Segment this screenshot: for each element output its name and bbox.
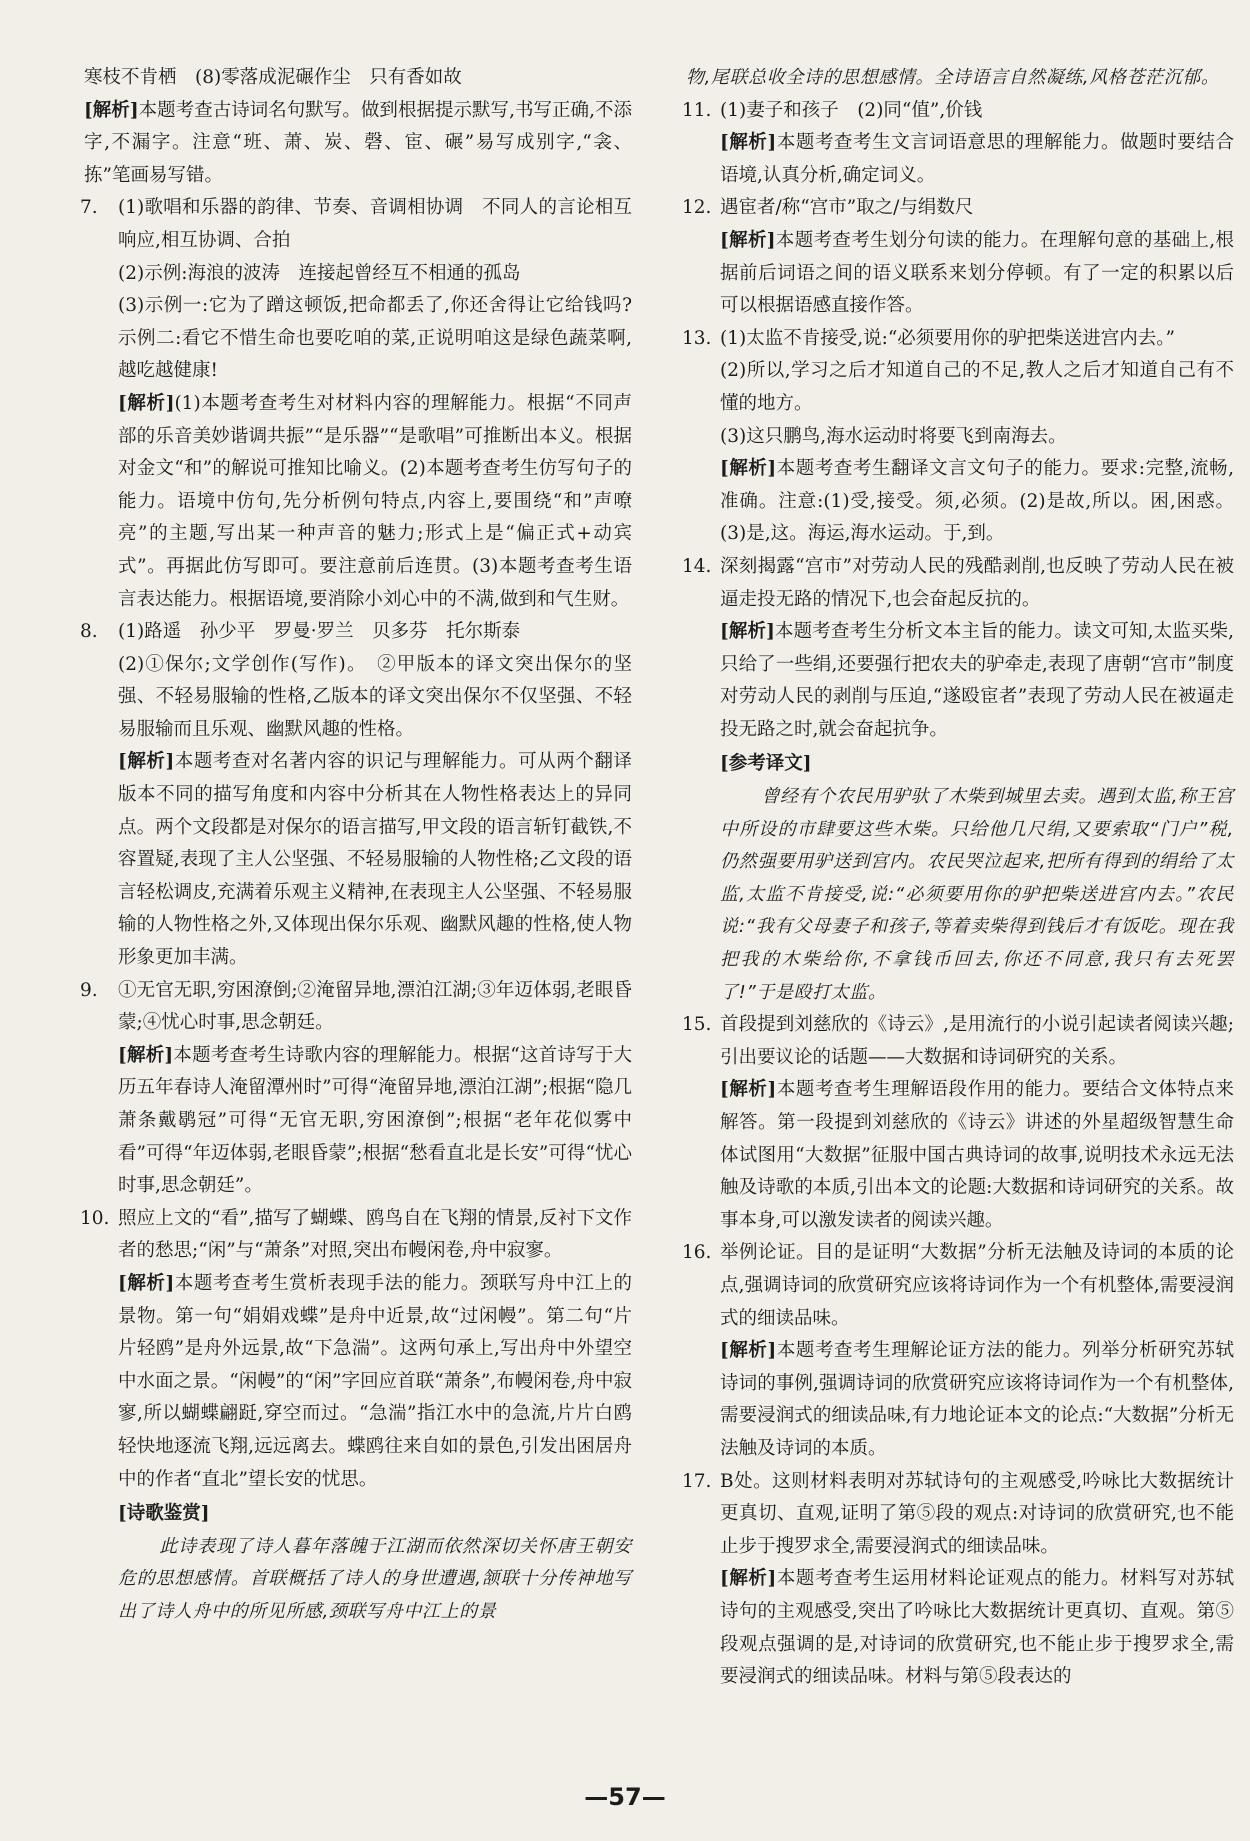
answer-12: 遇宦者/称“宫市”取之/与绢数尺 [720,197,974,219]
answer-15: 首段提到刘慈欣的《诗云》,是用流行的小说引起读者阅读兴趣;引出要议论的话题——大数据和诗词研究的关系。 [720,1014,1234,1068]
answer-17: B处。这则材料表明对苏轼诗句的主观感受,吟咏比大数据统计更真切、直观,证明了第⑤段的观点:对诗词的欣赏研究,也不能止步于搜罗求全,需要浸润式的细读品味。 [720,1470,1234,1557]
answer-7-1: (1)歌唱和乐器的韵律、节奏、音调相协调 不同人的言论相互响应,相互协调、合拍 [118,197,632,251]
answer-8-2: (2)①保尔;文学创作(写作)。 ②甲版本的译文突出保尔的坚强、不轻易服输的性格,乙版本的译文突出保尔不仅坚强、不轻易服输而且乐观、幽默风趣的性格。 [118,653,632,740]
analysis-17: [解析]本题考查考生运用材料论证观点的能力。材料写对苏轼诗句的主观感受,突出了吟咏比大数据统计更真切、直观。第⑤段观点强调的是,对诗词的欣赏研究,也不能止步于搜罗求全,需要浸润式的细读品味。材料与第⑤段表达的 [720,1568,1234,1688]
analysis-12: [解析]本题考查考生划分句读的能力。在理解句意的基础上,根据前后词语之间的语义联系来划分停顿。有了一定的积累以后可以根据语感直接作答。 [720,229,1234,317]
question-8: 8. (1)路遥 孙少平 罗曼·罗兰 贝多芬 托尔斯泰 (2)①保尔;文学创作(写作)。 ②甲版本的译文突出保尔的坚强、不轻易服输的性格,乙版本的译文突出保尔不仅坚强、不轻易服输而且乐观、幽默风趣的性格。 [解析]本题考查对名著内容的识记与理解能力。可从两个翻译版本不同的描写角度和内容中分析其在人物性格表达上的异同点。两个文段都是对保尔的语言描写,甲文段的语言斩钉截铁,不容置疑,表现了主人公坚强、不轻易服输的人物性格;乙文段的语言轻松调皮,充满着乐观主义精神,在表现主人公坚强、不轻易服输的人物性格之外,又体现出保尔乐观、幽默风趣的性格,使人物形象更加丰满。 [84,616,632,975]
analysis-8: [解析]本题考查对名著内容的识记与理解能力。可从两个翻译版本不同的描写角度和内容中分析其在人物性格表达上的异同点。两个文段都是对保尔的语言描写,甲文段的语言斩钉截铁,不容置疑,表现了主人公坚强、不轻易服输的人物性格;乙文段的语言轻松调皮,充满着乐观主义精神,在表现主人公坚强、不轻易服输的人物性格之外,又体现出保尔乐观、幽默风趣的性格,使人物形象更加丰满。 [118,751,632,969]
analysis-9: [解析]本题考查考生诗歌内容的理解能力。根据“这首诗写于大历五年春诗人淹留潭州时”可得“淹留异地,漂泊江湖”;根据“隐几萧条戴鹖冠”可得“无官无职,穷困潦倒”;根据“老年花似雾中看”可得“年迈体弱,老眼昏蒙”;根据“愁看直北是长安”可得“忧心时事,思念朝廷”。 [118,1044,632,1197]
analysis-10: [解析]本题考查考生赏析表现手法的能力。颈联写舟中江上的景物。第一句“娟娟戏蝶”是舟中近景,故“过闲幔”。第二句“片片轻鸥”是舟外远景,故“下急湍”。这两句承上,写出舟中外望空中水面之景。“闲幔”的“闲”字回应首联“萧条”,布幔闲卷,舟中寂寥,所以蝴蝶翩跹,穿空而过。“急湍”指江水中的急流,片片白鸥轻快地逐流飞翔,远远离去。蝶鸥往来自如的景色,引发出困居舟中的作者“直北”望长安的忧思。 [118,1272,632,1490]
analysis-11: [解析]本题考查考生文言词语意思的理解能力。做题时要结合语境,认真分析,确定词义。 [720,132,1234,186]
reference-translation-text: 曾经有个农民用驴驮了木柴到城里去卖。遇到太监,称王宫中所设的市肆要这些木柴。只给他几尺绢,又要索取“门户”税,仍然强要用驴送到宫内。农民哭泣起来,把所有得到的绢给了太监,太监不肯接受,说:“必须要用你的驴把柴送进宫内去。”农民说:“我有父母妻子和孩子,等着卖柴得到钱后才有饭吃。现在我把我的木柴给你,不拿钱币回去,你还不同意,我只有去死罢了!”于是殴打太监。 [720,786,1234,1003]
poem-appreciation-continued: 物,尾联总收全诗的思想感情。全诗语言自然凝练,风格苍茫沉郁。 [686,67,1220,88]
answer-9: ①无官无职,穷困潦倒;②淹留异地,漂泊江湖;③年迈体弱,老眼昏蒙;④忧心时事,思念朝廷。 [118,979,632,1034]
question-13: 13. (1)太监不肯接受,说:“必须要用你的驴把柴送进宫内去。” (2)所以,学习之后才知道自己的不足,教人之后才知道自己有不懂的地方。 (3)这只鹏鸟,海水运动时将要飞到南海去。 [解析]本题考查考生翻译文言文句子的能力。要求:完整,流畅,准确。注意:(1)受,接受。须,必须。(2)是故,所以。困,困惑。(3)是,这。海运,海水运动。于,到。 [686,323,1234,551]
left-column [80,62,651,1629]
question-11: 11. (1)妻子和孩子 (2)同“值”,价钱 [解析]本题考查考生文言词语意思的理解能力。做题时要结合语境,认真分析,确定词义。 [686,95,1234,193]
page-number: —57— [584,1783,666,1811]
analysis-7: [解析](1)本题考查考生对材料内容的理解能力。根据“不同声部的乐音美妙谐调共振”“是乐器”“是歌唱”可推断出本义。根据对金文“和”的解说可推知比喻义。(2)本题考查考生仿写句子的能力。语境中仿句,先分析例句特点,内容上,要围绕“和”声嘹亮”的主题,写出某一种声音的魅力;形式上是“偏正式+动宾式”。再据此仿写即可。要注意前后连贯。(3)本题考查考生语言表达能力。根据语境,要消除小刘心中的不满,做到和气生财。 [118,392,632,610]
answer-7-3: (3)示例一:它为了蹭这顿饭,把命都丢了,你还舍得让它给钱吗? 示例二:看它不惜生命也要吃咱的菜,正说明咱这是绿色蔬菜啊,越吃越健康! [118,295,651,382]
question-16: 16. 举例论证。目的是证明“大数据”分析无法触及诗词的本质的论点,强调诗词的欣赏研究应该将诗词作为一个有机整体,需要浸润式的细读品味。 [解析]本题考查考生理解论证方法的能力。列举分析研究苏轼诗词的事例,强调诗词的欣赏研究应该将诗词作为一个有机整体,需要浸润式的细读品味,有力地论证本文的论点:“大数据”分析无法触及诗词的本质。 [686,1237,1234,1465]
poem-appreciation-text: 此诗表现了诗人暮年落魄于江湖而依然深切关怀唐王朝安危的思想感情。首联概括了诗人的身世遭遇,颔联十分传神地写出了诗人舟中的所见所感,颈联写舟中江上的景 [118,1535,632,1622]
question-17: 17. B处。这则材料表明对苏轼诗句的主观感受,吟咏比大数据统计更真切、直观,证明了第⑤段的观点:对诗词的欣赏研究,也不能止步于搜罗求全,需要浸润式的细读品味。 [解析]本题考查考生运用材料论证观点的能力。材料写对苏轼诗句的主观感受,突出了吟咏比大数据统计更真切、直观。第⑤段观点强调的是,对诗词的欣赏研究,也不能止步于搜罗求全,需要浸润式的细读品味。材料与第⑤段表达的 [686,1466,1234,1694]
question-7: 7. (1)歌唱和乐器的韵律、节奏、音调相协调 不同人的言论相互响应,相互协调、合拍 (2)示例:海浪的波涛 连接起曾经互不相通的孤岛 (3)示例一:它为了蹭这顿饭,把命都丢了,你还舍得让它给钱吗? 示例二:看它不惜生命也要吃咱的菜,正说明咱这是绿色蔬菜啊,越吃越健康! [解析](1)本题考查考生对材料内容的理解能力。根据“不同声部的乐音美妙谐调共振”“是乐器”“是歌唱”可推断出本义。根据对金文“和”的解说可推知比喻义。(2)本题考查考生仿写句子的能力。语境中仿句,先分析例句特点,内容上,要围绕“和”声嘹亮”的主题,写出某一种声音的魅力;形式上是“偏正式+动宾式”。再据此仿写即可。要注意前后连贯。(3)本题考查考生语言表达能力。根据语境,要消除小刘心中的不满,做到和气生财。 [84,192,632,616]
answer-11: (1)妻子和孩子 (2)同“值”,价钱 [720,99,983,121]
right-column [682,62,1234,1694]
answer-10: 照应上文的“看”,描写了蝴蝶、鸥鸟自在飞翔的情景,反衬下文作者的愁思;“闲”与“萧条”对照,突出布幔闲卷,舟中寂寥。 [118,1207,632,1262]
question-9: 9. ①无官无职,穷困潦倒;②淹留异地,漂泊江湖;③年迈体弱,老眼昏蒙;④忧心时事,思念朝廷。 [解析]本题考查考生诗歌内容的理解能力。根据“这首诗写于大历五年春诗人淹留潭州时”可得“淹留异地,漂泊江湖”;根据“隐几萧条戴鹖冠”可得“无官无职,穷困潦倒”;根据“老年花似雾中看”可得“年迈体弱,老眼昏蒙”;根据“愁看直北是长安”可得“忧心时事,思念朝廷”。 [84,975,632,1203]
analysis-16: [解析]本题考查考生理解论证方法的能力。列举分析研究苏轼诗词的事例,强调诗词的欣赏研究应该将诗词作为一个有机整体,需要浸润式的细读品味,有力地论证本文的论点:“大数据”分析无法触及诗词的本质。 [720,1340,1234,1459]
answer-7-2: (2)示例:海浪的波涛 连接起曾经互不相通的孤岛 [118,262,521,284]
answer-16: 举例论证。目的是证明“大数据”分析无法触及诗词的本质的论点,强调诗词的欣赏研究应该将诗词作为一个有机整体,需要浸润式的细读品味。 [720,1242,1234,1329]
q6-tail: 寒枝不肯栖 (8)零落成泥碾作尘 只有香如故 [84,67,462,88]
question-12: 12. 遇宦者/称“宫市”取之/与绢数尺 [解析]本题考查考生划分句读的能力。在理解句意的基础上,根据前后词语之间的语义联系来划分停顿。有了一定的积累以后可以根据语感直接作答。 [686,192,1234,322]
analysis-13: [解析]本题考查考生翻译文言文句子的能力。要求:完整,流畅,准确。注意:(1)受,接受。须,必须。(2)是故,所以。困,困惑。(3)是,这。海运,海水运动。于,到。 [720,458,1234,545]
reference-translation-heading: [参考译文] [720,753,812,775]
answer-13-1: (1)太监不肯接受,说:“必须要用你的驴把柴送进宫内去。” [720,327,1175,349]
analysis-14: [解析]本题考查考生分析文本主旨的能力。读文可知,太监买柴,只给了一些绢,还要强行把农夫的驴牵走,表现了唐朝“宫市”制度对劳动人民的剥削与压迫,“遂殴宦者”表现了劳动人民在被逼走投无路之时,就会奋起抗争。 [720,621,1234,740]
question-15: 15. 首段提到刘慈欣的《诗云》,是用流行的小说引起读者阅读兴趣;引出要议论的话题——大数据和诗词研究的关系。 [解析]本题考查考生理解语段作用的能力。要结合文体特点来解答。第一段提到刘慈欣的《诗云》讲述的外星超级智慧生命体试图用“大数据”征服中国古典诗词的故事,说明技术永远无法触及诗歌的本质,引出本文的论题:大数据和诗词研究的关系。故事本身,可以激发读者的阅读兴趣。 [686,1009,1234,1237]
question-14: 14. 深刻揭露“宫市”对劳动人民的残酷剥削,也反映了劳动人民在被逼走投无路的情况下,也会奋起反抗的。 [解析]本题考查考生分析文本主旨的能力。读文可知,太监买柴,只给了一些绢,还要强行把农夫的驴牵走,表现了唐朝“宫市”制度对劳动人民的剥削与压迫,“遂殴宦者”表现了劳动人民在被逼走投无路之时,就会奋起抗争。 [参考译文] 曾经有个农民用驴驮了木柴到城里去卖。遇到太监,称王宫中所设的市肆要这些木柴。只给他几尺绢,又要索取“门户”税,仍然强要用驴送到宫内。农民哭泣起来,把所有得到的绢给了太监,太监不肯接受,说:“必须要用你的驴把柴送进宫内去。”农民说:“我有父母妻子和孩子,等着卖柴得到钱后才有饭吃。现在我把我的木柴给你,不拿钱币回去,你还不同意,我只有去死罢了!”于是殴打太监。 [686,551,1234,1009]
answer-14: 深刻揭露“宫市”对劳动人民的残酷剥削,也反映了劳动人民在被逼走投无路的情况下,也会奋起反抗的。 [720,555,1234,610]
question-10: 10. 照应上文的“看”,描写了蝴蝶、鸥鸟自在飞翔的情景,反衬下文作者的愁思;“闲”与“萧条”对照,突出布幔闲卷,舟中寂寥。 [解析]本题考查考生赏析表现手法的能力。颈联写舟中江上的景物。第一句“娟娟戏蝶”是舟中近景,故“过闲幔”。第二句“片片轻鸥”是舟外远景,故“下急湍”。这两句承上,写出舟中外望空中水面之景。“闲幔”的“闲”字回应首联“萧条”,布幔闲卷,舟中寂寥,所以蝴蝶翩跹,穿空而过。“急湍”指江水中的急流,片片白鸥轻快地逐流飞翔,远远离去。蝶鸥往来自如的景色,引发出困居舟中的作者“直北”望长安的忧思。 [诗歌鉴赏] 此诗表现了诗人暮年落魄于江湖而依然深切关怀唐王朝安危的思想感情。首联概括了诗人的身世遭遇,颔联十分传神地写出了诗人舟中的所见所感,颈联写舟中江上的景 [84,1203,632,1629]
poem-appreciation-heading: [诗歌鉴赏] [118,1503,210,1525]
answer-8-1: (1)路遥 孙少平 罗曼·罗兰 贝多芬 托尔斯泰 [118,621,521,643]
answer-13-3: (3)这只鹏鸟,海水运动时将要飞到南海去。 [720,425,1067,447]
analysis-15: [解析]本题考查考生理解语段作用的能力。要结合文体特点来解答。第一段提到刘慈欣的《诗云》讲述的外星超级智慧生命体试图用“大数据”征服中国古典诗词的故事,说明技术永远无法触及诗歌的本质,引出本文的论题:大数据和诗词研究的关系。故事本身,可以激发读者的阅读兴趣。 [720,1079,1234,1231]
analysis-6: [解析]本题考查古诗词名句默写。做到根据提示默写,书写正确,不添字,不漏字。注意“班、萧、炭、磬、宦、碾”易写成别字,“衾、拣”笔画易写错。 [84,99,632,186]
answer-13-2: (2)所以,学习之后才知道自己的不足,教人之后才知道自己有不懂的地方。 [720,360,1234,414]
